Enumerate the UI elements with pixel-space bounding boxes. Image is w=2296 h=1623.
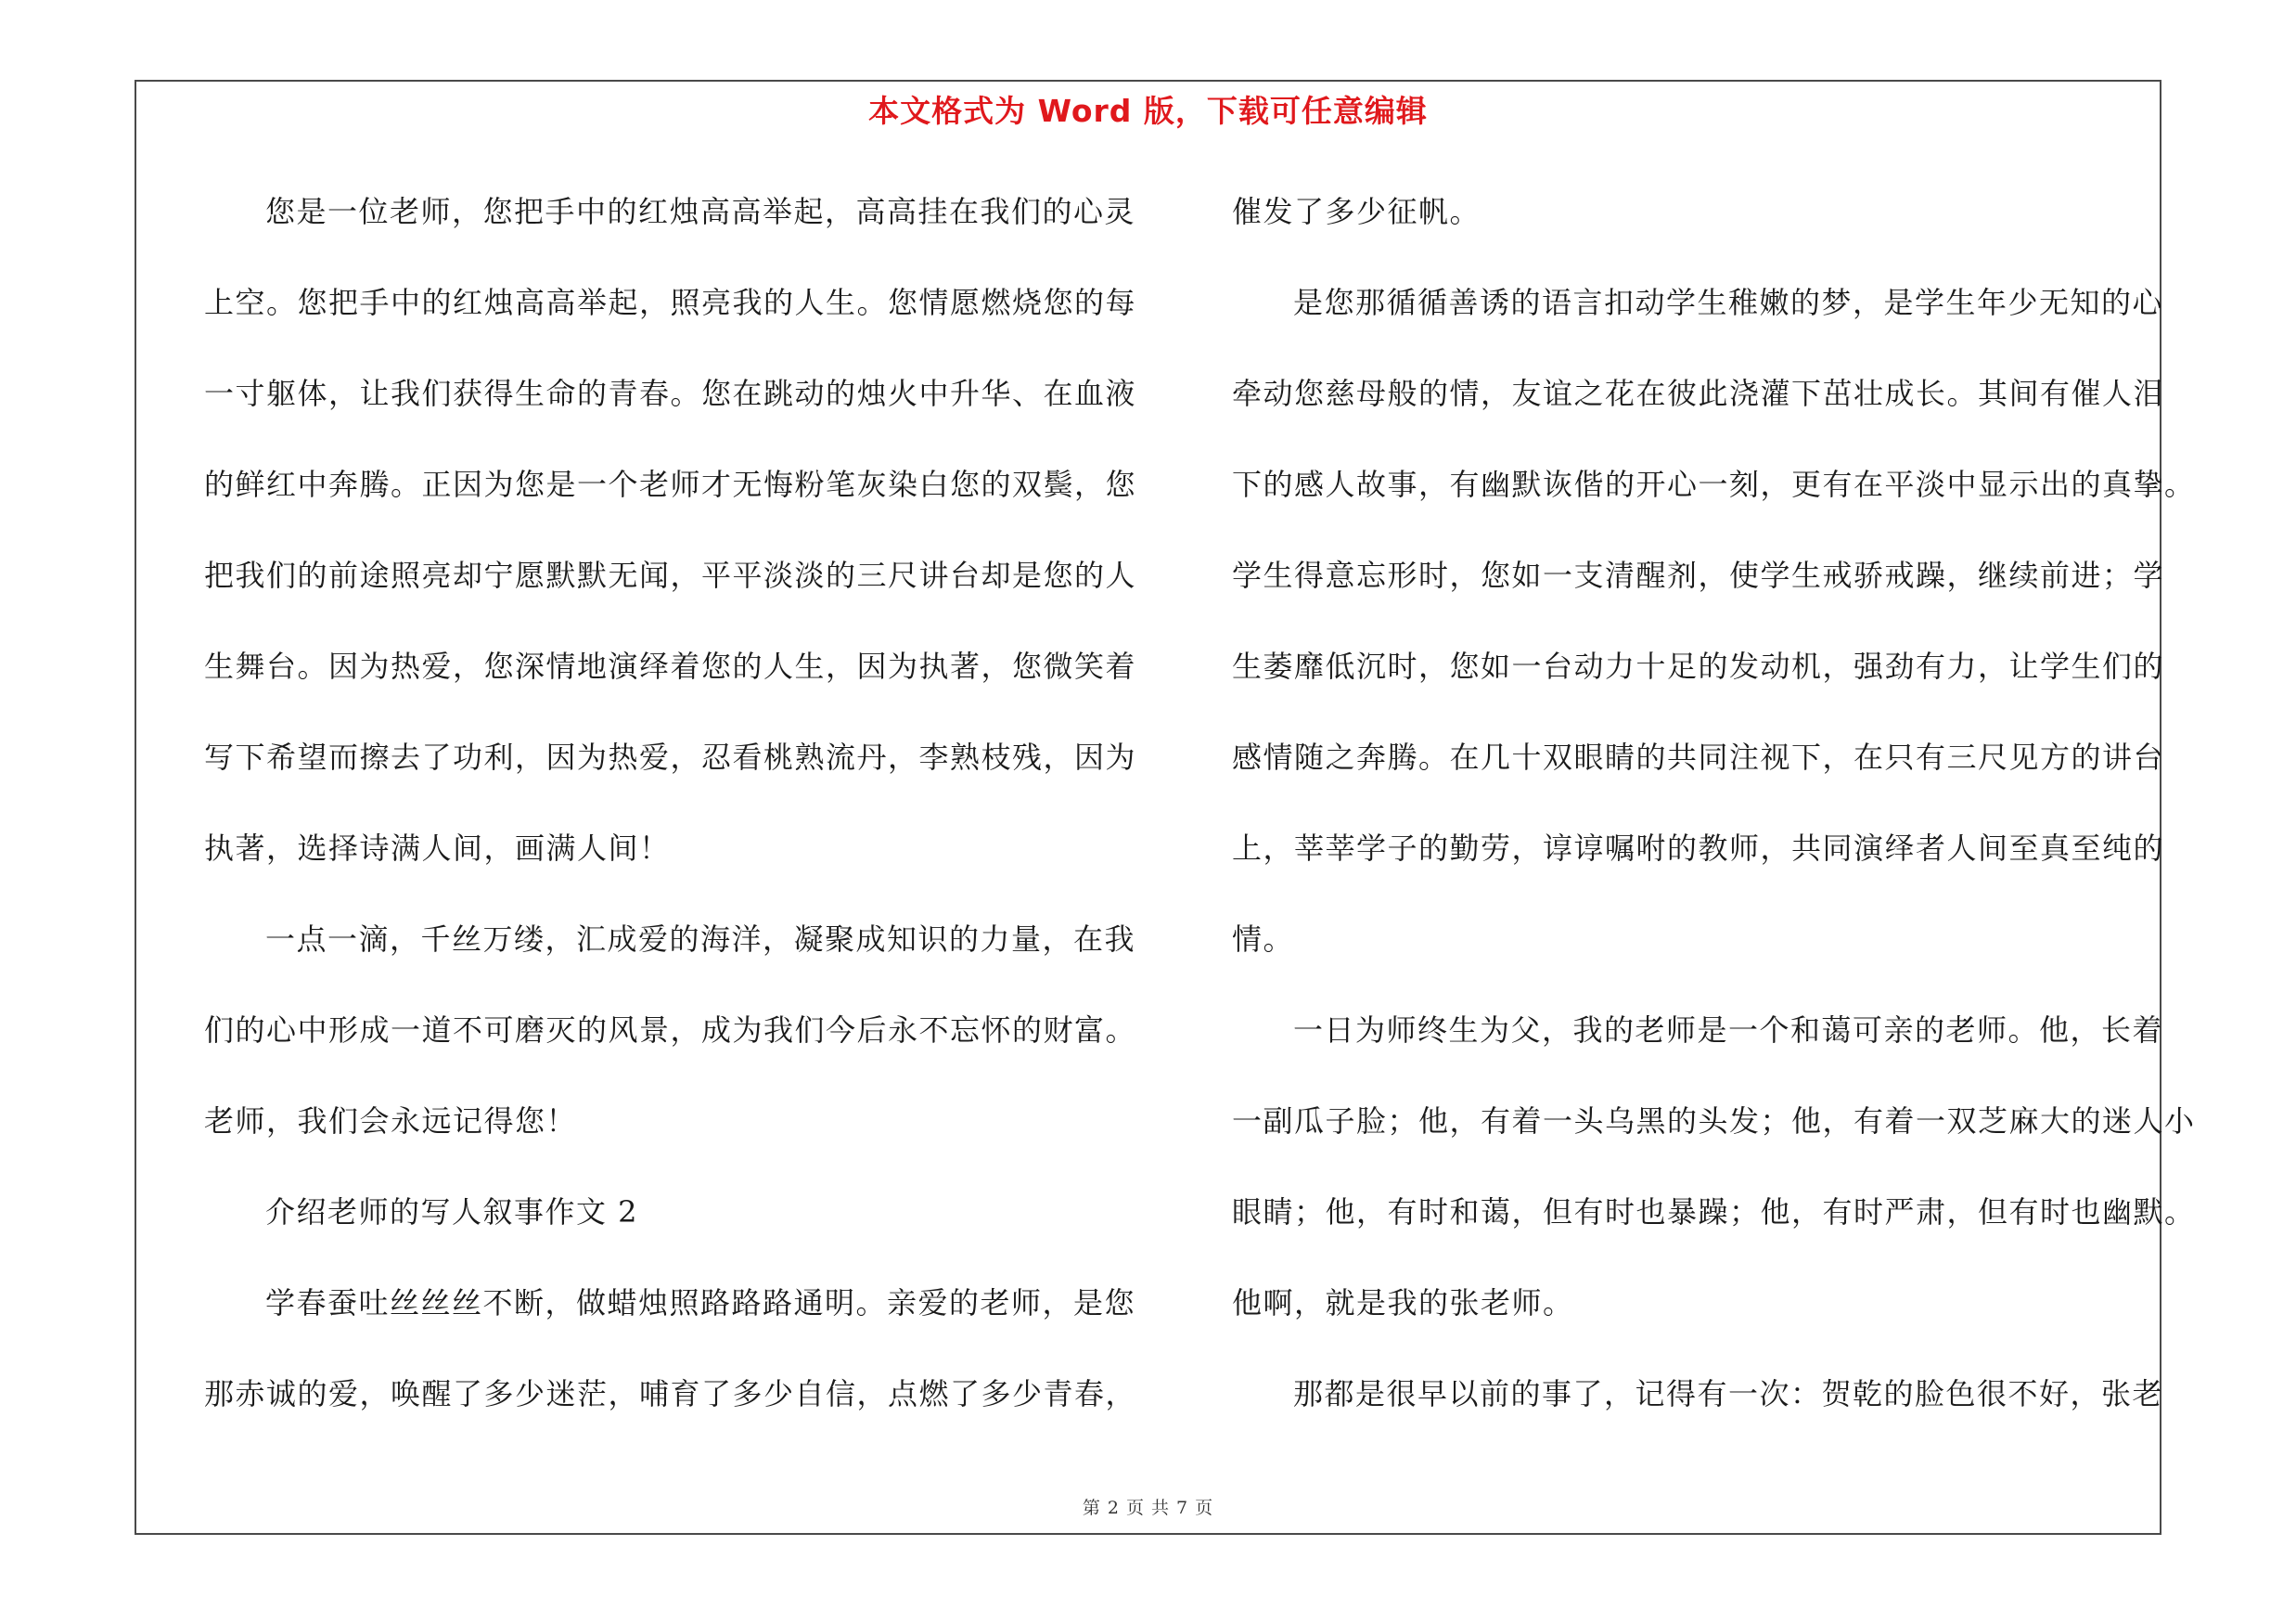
left-column <box>204 181 1150 1454</box>
text-line: 情。 <box>1232 921 1295 957</box>
page-number: 第 2 页 共 7 页 <box>1082 1498 1214 1518</box>
text-line: 的鲜红中奔腾。正因为您是一个老师才无悔粉笔灰染白您的双鬓，您 <box>204 467 1137 502</box>
text-line: 那都是很早以前的事了，记得有一次：贺乾的脸色很不好，张老 <box>1293 1376 2164 1411</box>
text-line: 上，莘莘学子的勤劳，谆谆嘱咐的教师，共同演绎者人间至真至纯的 <box>1232 831 2165 866</box>
text-line: 一副瓜子脸；他，有着一头乌黑的头发；他，有着一双芝麻大的迷人小 <box>1232 1103 2196 1139</box>
text-line: 写下希望而擦去了功利，因为热爱，忍看桃熟流丹，李熟枝残，因为 <box>204 740 1137 775</box>
text-line: 下的感人故事，有幽默诙偕的开心一刻，更有在平淡中显示出的真挚。 <box>1232 467 2196 502</box>
text-line: 执著，选择诗满人间，画满人间！ <box>204 831 671 866</box>
text-line: 一寸躯体，让我们获得生命的青春。您在跳动的烛火中升华、在血液 <box>204 376 1137 411</box>
format-banner: 本文格式为 Word 版，下载可任意编辑 <box>868 93 1428 129</box>
text-line: 感情随之奔腾。在几十双眼睛的共同注视下，在只有三尺见方的讲台 <box>1232 740 2165 775</box>
text-line: 生萎靡低沉时，您如一台动力十足的发动机，强劲有力，让学生们的 <box>1232 649 2165 684</box>
text-line: 一日为师终生为父，我的老师是一个和蔼可亲的老师。他，长着 <box>1293 1012 2164 1048</box>
right-column <box>1232 181 2196 1454</box>
text-line: 您是一位老师，您把手中的红烛高高举起，高高挂在我们的心灵 <box>265 194 1136 229</box>
text-line: 生舞台。因为热爱，您深情地演绎着您的人生，因为执著，您微笑着 <box>204 649 1137 684</box>
text-line: 催发了多少征帆。 <box>1232 194 1481 229</box>
section-heading: 介绍老师的写人叙事作文 2 <box>265 1194 639 1230</box>
text-line: 一点一滴，千丝万缕，汇成爱的海洋，凝聚成知识的力量，在我 <box>265 921 1136 957</box>
text-line: 学春蚕吐丝丝丝不断，做蜡烛照路路路通明。亲爱的老师，是您 <box>265 1285 1136 1320</box>
text-line: 他啊，就是我的张老师。 <box>1232 1285 1574 1320</box>
text-line: 们的心中形成一道不可磨灭的风景，成为我们今后永不忘怀的财富。 <box>204 1012 1137 1048</box>
text-line: 把我们的前途照亮却宁愿默默无闻，平平淡淡的三尺讲台却是您的人 <box>204 558 1137 593</box>
text-line: 学生得意忘形时，您如一支清醒剂，使学生戒骄戒躁，继续前进；学 <box>1232 558 2165 593</box>
text-line: 上空。您把手中的红烛高高举起，照亮我的人生。您情愿燃烧您的每 <box>204 285 1137 320</box>
text-line: 那赤诚的爱，唤醒了多少迷茫，哺育了多少自信，点燃了多少青春， <box>204 1376 1137 1411</box>
text-line: 老师，我们会永远记得您！ <box>204 1103 578 1139</box>
text-line: 牵动您慈母般的情，友谊之花在彼此浇灌下茁壮成长。其间有催人泪 <box>1232 376 2165 411</box>
text-line: 是您那循循善诱的语言扣动学生稚嫩的梦，是学生年少无知的心 <box>1293 285 2164 320</box>
text-line: 眼睛；他，有时和蔼，但有时也暴躁；他，有时严肃，但有时也幽默。 <box>1232 1194 2196 1230</box>
